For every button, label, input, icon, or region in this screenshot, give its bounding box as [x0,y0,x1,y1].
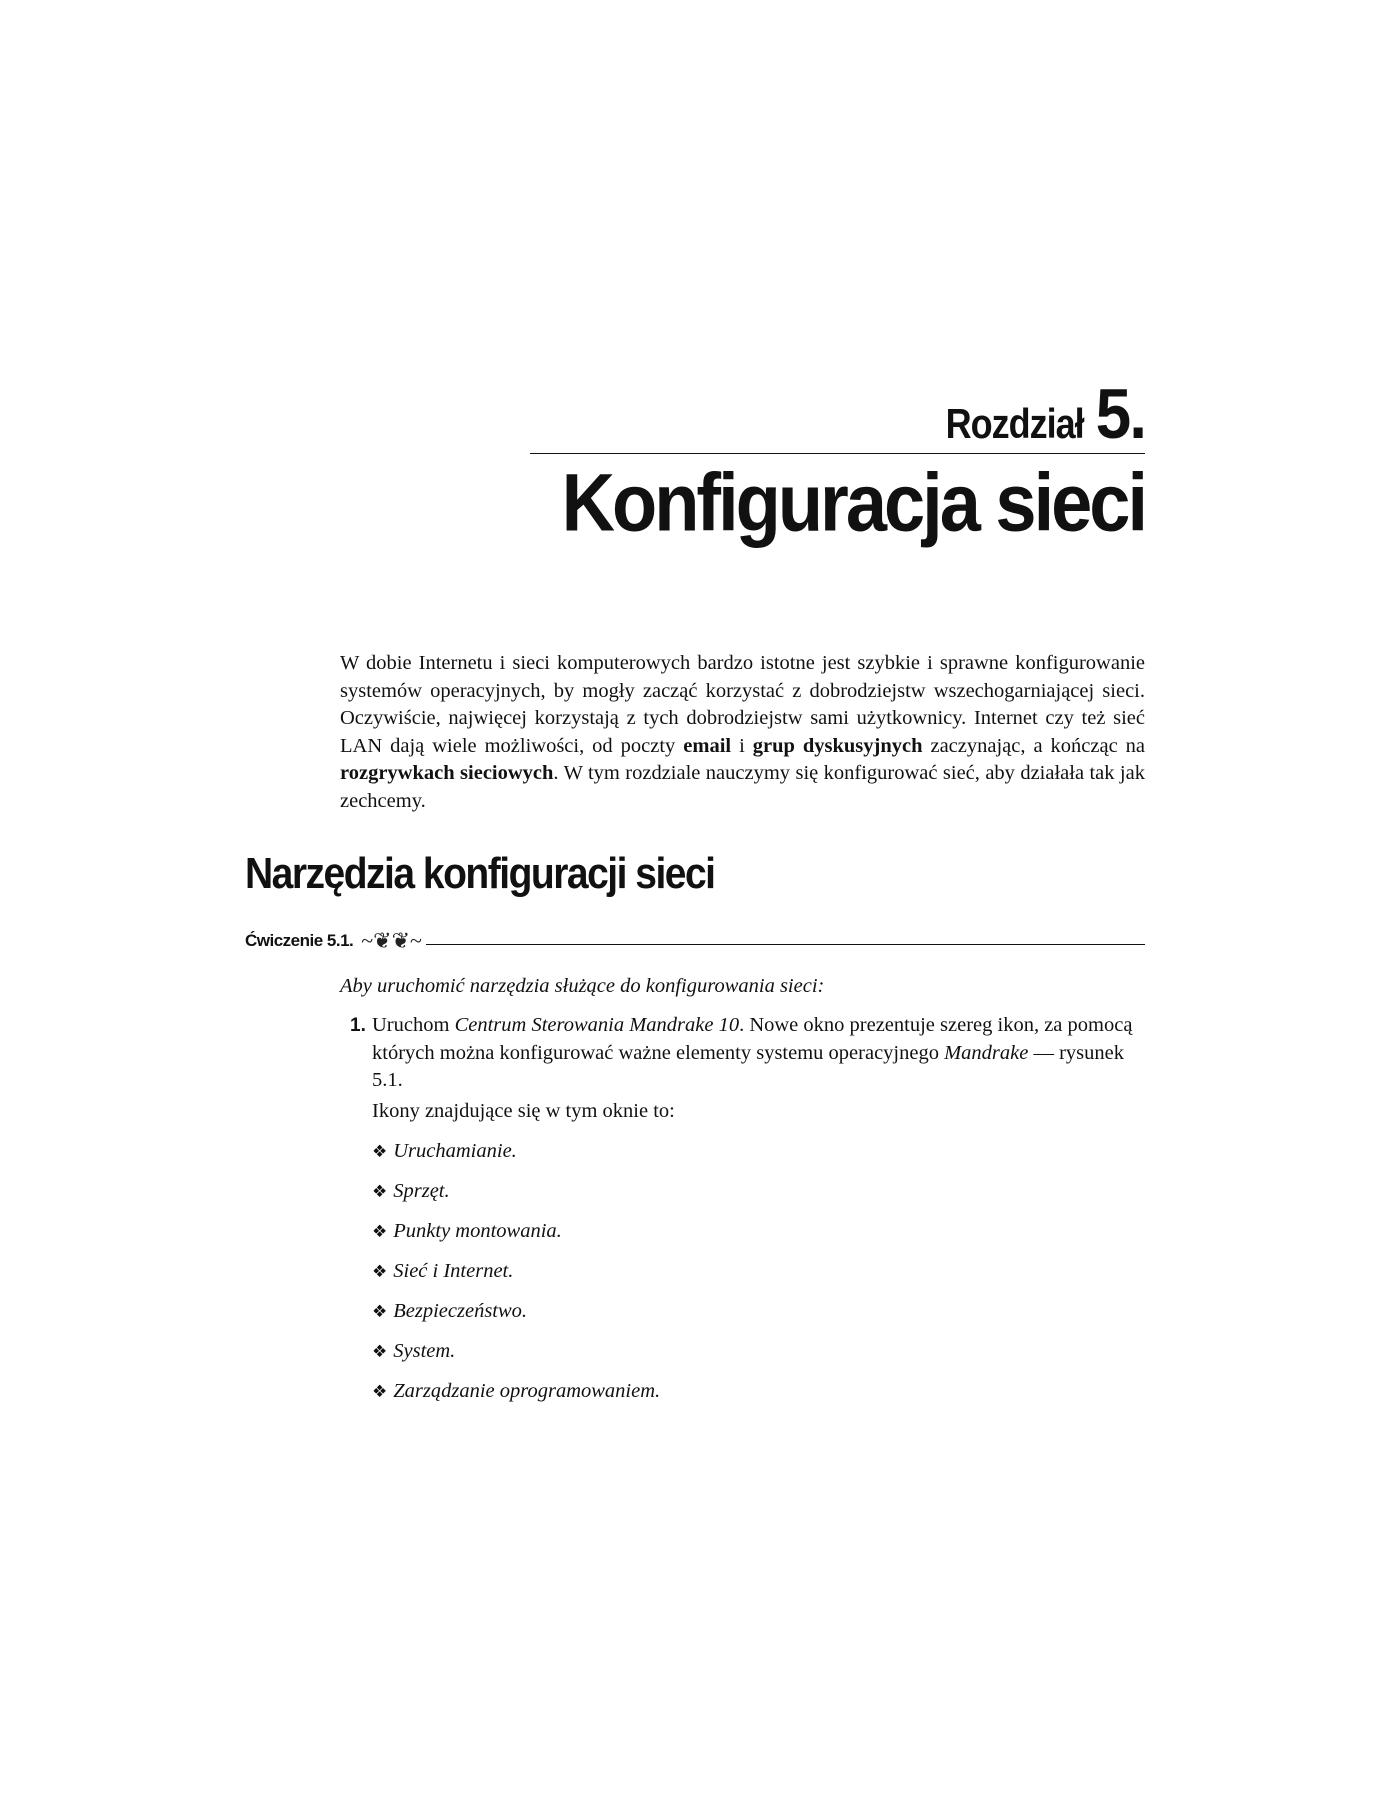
ornament-icon: ~❦❦~ [361,928,422,953]
intro-text-4: . W tym rozdziale nauczymy się konfigurować sieć, aby działała tak jak zechcemy. [340,762,1145,812]
step-text [372,1012,1145,1095]
chapter-number: 5. [1095,374,1145,454]
list-item-text: Sieć i Internet. [393,1260,514,1282]
step-text-1: Uruchom [372,1014,455,1036]
icon-list [372,1138,660,1418]
list-item [372,1298,660,1338]
diamond-bullet-icon: ❖ [372,1182,388,1202]
list-item [372,1258,660,1298]
intro-text-2: i [731,734,753,757]
exercise-rule [426,944,1145,945]
section-title: Narzędzia konfiguracji sieci [245,850,715,899]
exercise-label: Ćwiczenie 5.1. [245,931,354,950]
diamond-bullet-icon: ❖ [372,1342,388,1362]
chapter-rule [530,453,1145,454]
list-item [372,1178,660,1218]
diamond-bullet-icon: ❖ [372,1302,388,1322]
icons-intro: Ikony znajdujące się w tym oknie to: [372,1100,675,1122]
diamond-bullet-icon: ❖ [372,1262,388,1282]
list-item-text: Punkty montowania. [393,1220,562,1242]
intro-bold-groups: grup dyskusyjnych [752,734,923,757]
list-item-text: System. [393,1340,456,1362]
chapter-word: Rozdział [945,400,1084,448]
list-item-text: Uruchamianie. [393,1140,517,1162]
list-item-text: Bezpieczeństwo. [393,1300,528,1322]
step-number: 1. [350,1015,366,1036]
diamond-bullet-icon: ❖ [372,1382,388,1402]
step-italic-app: Centrum Sterowania Mandrake 10 [454,1014,740,1036]
list-item [372,1138,660,1178]
chapter-title: Konfiguracja sieci [561,456,1145,548]
chapter-heading [530,374,1145,548]
exercise-intro: Aby uruchomić narzędzia służące do konfigurowania sieci: [340,975,825,997]
intro-paragraph [340,650,1145,815]
chapter-label [530,374,1145,454]
step-text-3: — rysunek 5.1. [372,1041,1125,1091]
diamond-bullet-icon: ❖ [372,1142,388,1162]
step-1 [350,1012,1145,1095]
diamond-bullet-icon: ❖ [372,1222,388,1242]
list-item [372,1218,660,1258]
list-item-text: Sprzęt. [393,1180,450,1202]
step-text-2: . Nowe okno prezentuje szereg ikon, za pomocą których można konfigurować ważne elementy systemu operacyjnego [372,1014,1133,1064]
intro-text-1: W dobie Internetu i sieci komputerowych bardzo istotne jest szybkie i sprawne konfigurowanie systemów operacyjnych, by mogły zacząć korzystać z dobrodziejstw wszechogarniającej sieci. Oczywiście, najwięcej korzystają z tych dobrodziejstw sami użytkownicy. Internet czy też sieć LAN dają wiele możliwości, od poczty [340,652,1145,757]
list-item-text: Zarządzanie oprogramowaniem. [393,1380,661,1402]
step-italic-os: Mandrake [944,1041,1029,1064]
exercise-header [245,930,1145,952]
intro-text-3: zaczynając, a kończąc na [922,734,1146,757]
intro-bold-email: email [683,734,732,757]
list-item [372,1338,660,1378]
intro-bold-games: rozgrywkach sieciowych [340,762,554,784]
list-item [372,1378,660,1418]
